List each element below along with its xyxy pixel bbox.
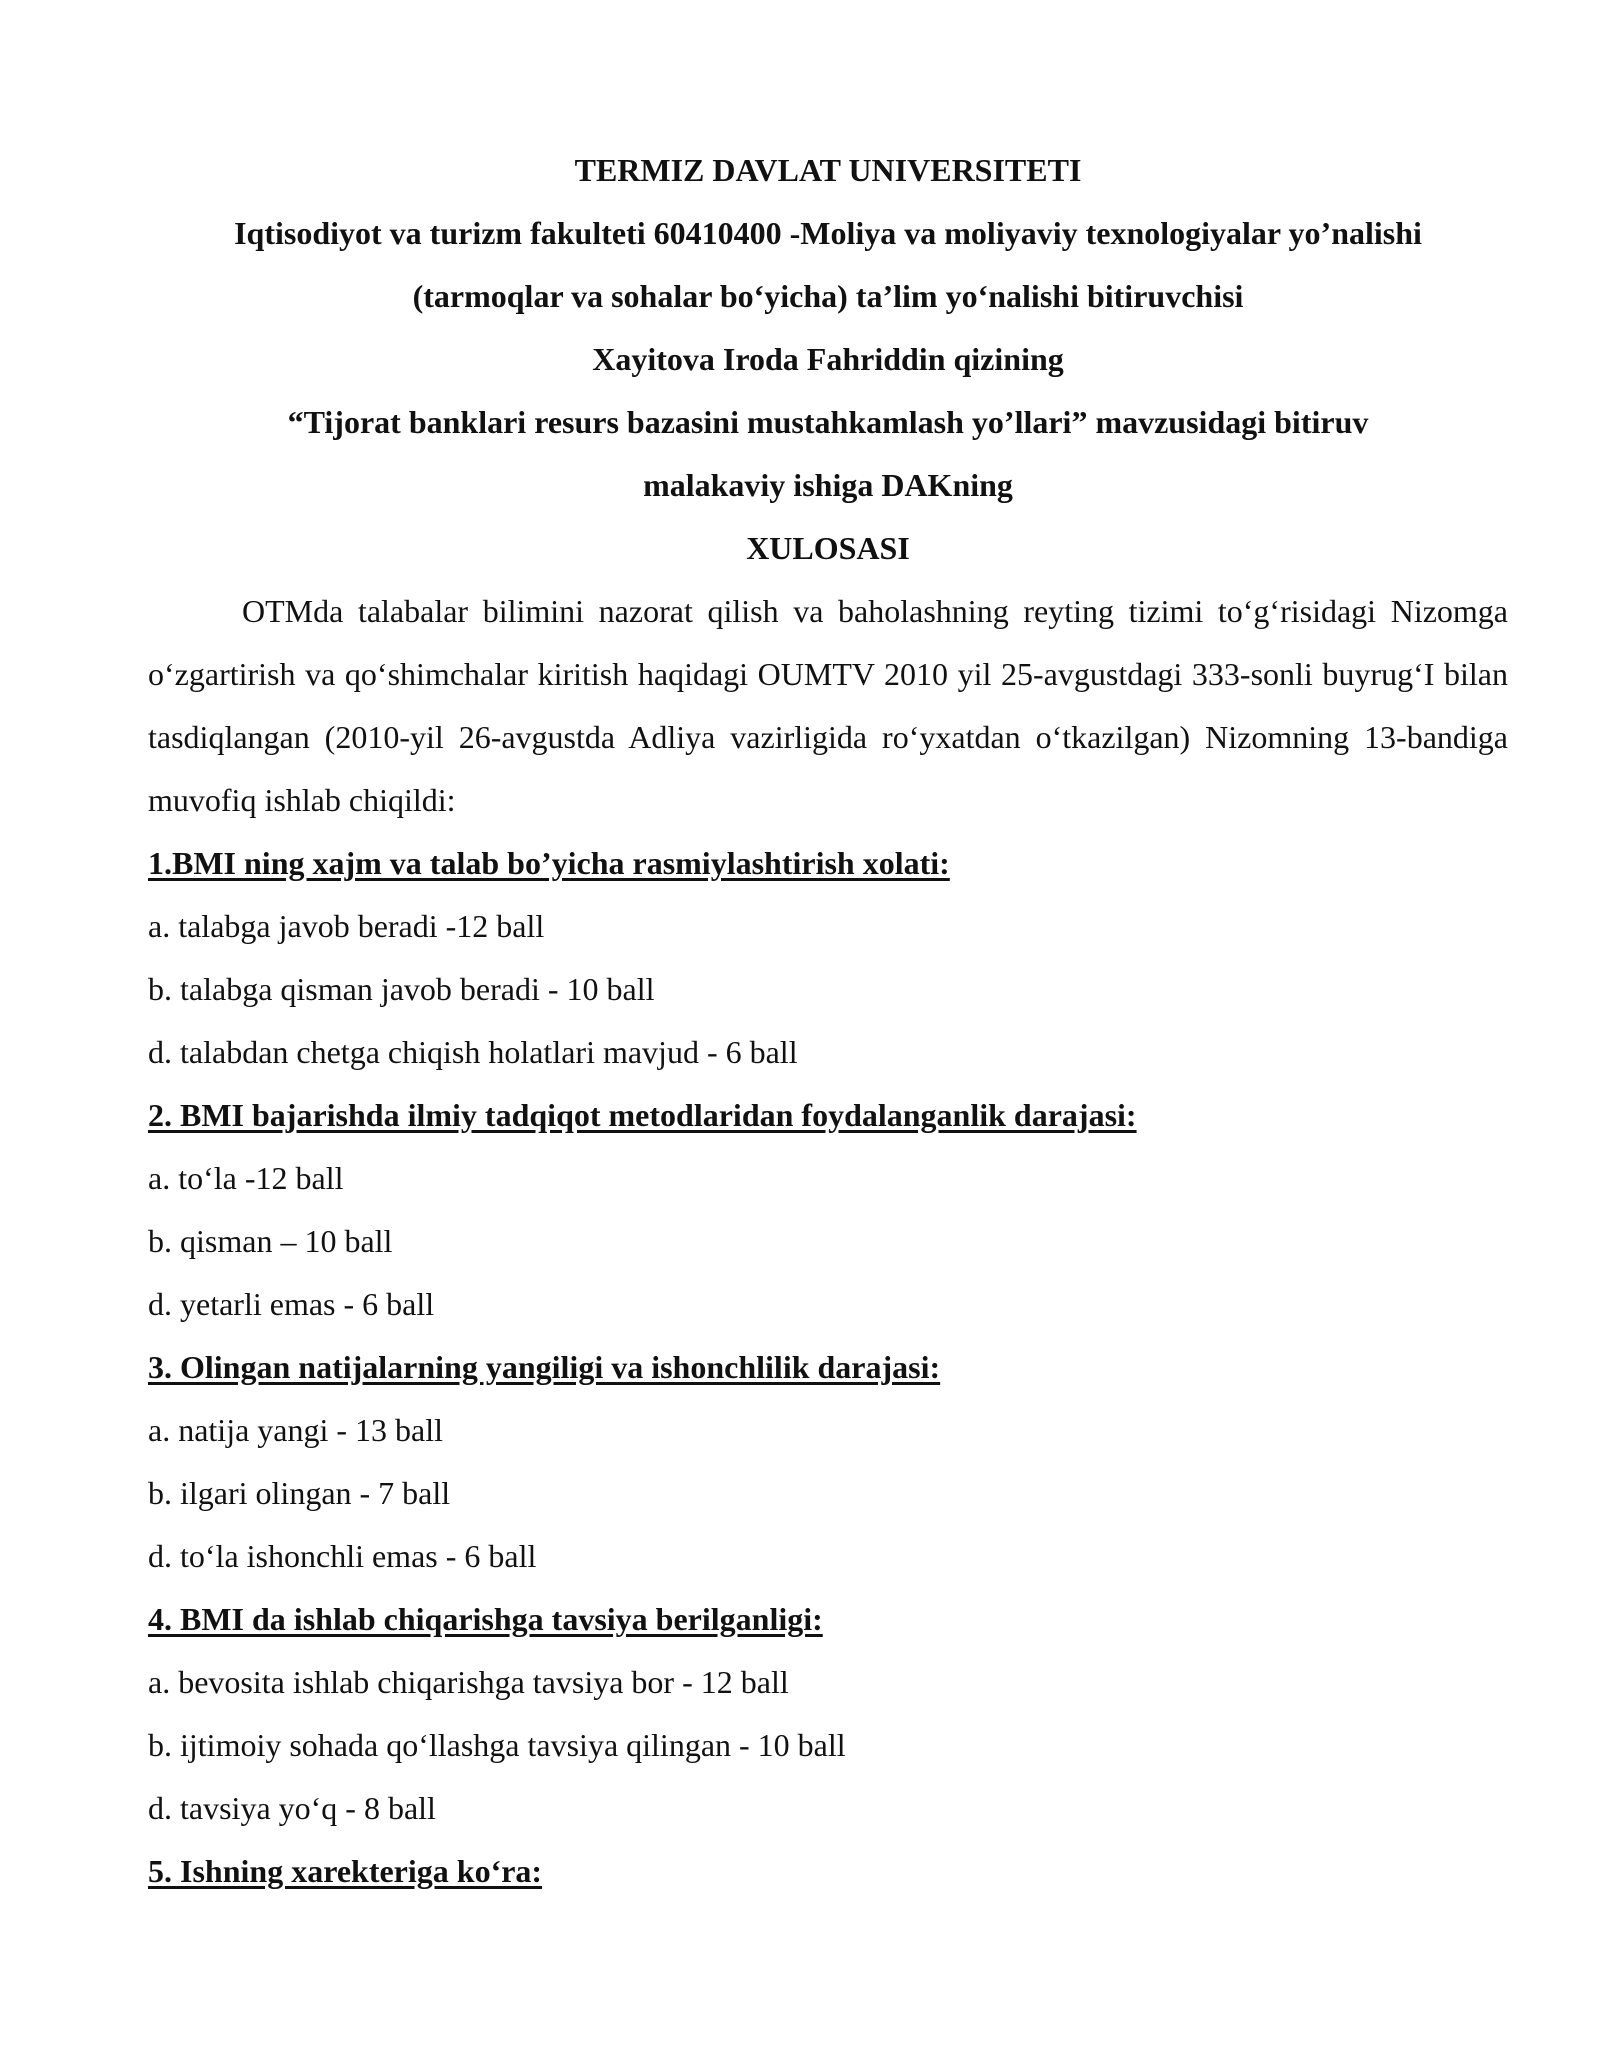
topic-line-1: “Tijorat banklari resurs bazasini mustahkamlash yo’llari” mavzusidagi bitiruv <box>287 404 1369 440</box>
faculty-line: Iqtisodiyot va turizm fakulteti 60410400 -Moliya va moliyaviy texnologiyalar yo’nalishi <box>234 215 1422 251</box>
option-a: a. natija yangi - 13 ball <box>148 1412 444 1448</box>
section-heading: 1.BMI ning xajm va talab bo’yicha rasmiylashtirish xolati: <box>148 845 950 881</box>
section-heading: 5. Ishning xarekteriga ko‘ra: <box>148 1853 543 1889</box>
option-b: b. ijtimoiy sohada qo‘llashga tavsiya qilingan - 10 ball <box>148 1727 846 1763</box>
student-name: Xayitova Iroda Fahriddin qizining <box>592 341 1064 377</box>
option-d: d. talabdan chetga chiqish holatlari mavjud - 6 ball <box>148 1034 798 1070</box>
option-d: d. tavsiya yo‘q - 8 ball <box>148 1790 436 1826</box>
option-b: b. qisman – 10 ball <box>148 1223 393 1259</box>
option-a: a. to‘la -12 ball <box>148 1160 344 1196</box>
section-4 <box>148 1588 1508 1840</box>
topic-line-2: malakaviy ishiga DAKning <box>643 467 1013 503</box>
intro-paragraph: OTMda talabalar bilimini nazorat qilish va baholashning reyting tizimi to‘g‘risidagi Nizomga o‘zgartirish va qo‘shimchalar kiritish haqidagi OUMTV 2010 yil 25-avgustdagi 333-sonli buyrug‘I bilan tasdiqlangan (2010-yil 26-avgustda Adliya vazirligida ro‘yxatdan o‘tkazilgan) Nizomning 13-bandiga muvofiq ishlab chiqildi: <box>148 593 1508 818</box>
section-2 <box>148 1084 1508 1336</box>
document-title: XULOSASI <box>746 530 910 566</box>
option-d: d. yetarli emas - 6 ball <box>148 1286 435 1322</box>
section-heading: 3. Olingan natijalarning yangiligi va ishonchlilik darajasi: <box>148 1349 941 1385</box>
section-5 <box>148 1840 1508 1903</box>
option-a: a. talabga javob beradi -12 ball <box>148 908 545 944</box>
option-b: b. ilgari olingan - 7 ball <box>148 1475 451 1511</box>
section-heading: 4. BMI da ishlab chiqarishga tavsiya berilganligi: <box>148 1601 823 1637</box>
option-b: b. talabga qisman javob beradi - 10 ball <box>148 971 655 1007</box>
option-a: a. bevosita ishlab chiqarishga tavsiya bor - 12 ball <box>148 1664 789 1700</box>
document-page <box>148 0 1508 1903</box>
section-3 <box>148 1336 1508 1588</box>
university-title: TERMIZ DAVLAT UNIVERSITETI <box>574 152 1082 188</box>
section-heading: 2. BMI bajarishda ilmiy tadqiqot metodlaridan foydalanganlik darajasi: <box>148 1097 1137 1133</box>
direction-line: (tarmoqlar va sohalar bo‘yicha) ta’lim yo‘nalishi bitiruvchisi <box>412 278 1244 314</box>
option-d: d. to‘la ishonchli emas - 6 ball <box>148 1538 537 1574</box>
section-1 <box>148 832 1508 1084</box>
